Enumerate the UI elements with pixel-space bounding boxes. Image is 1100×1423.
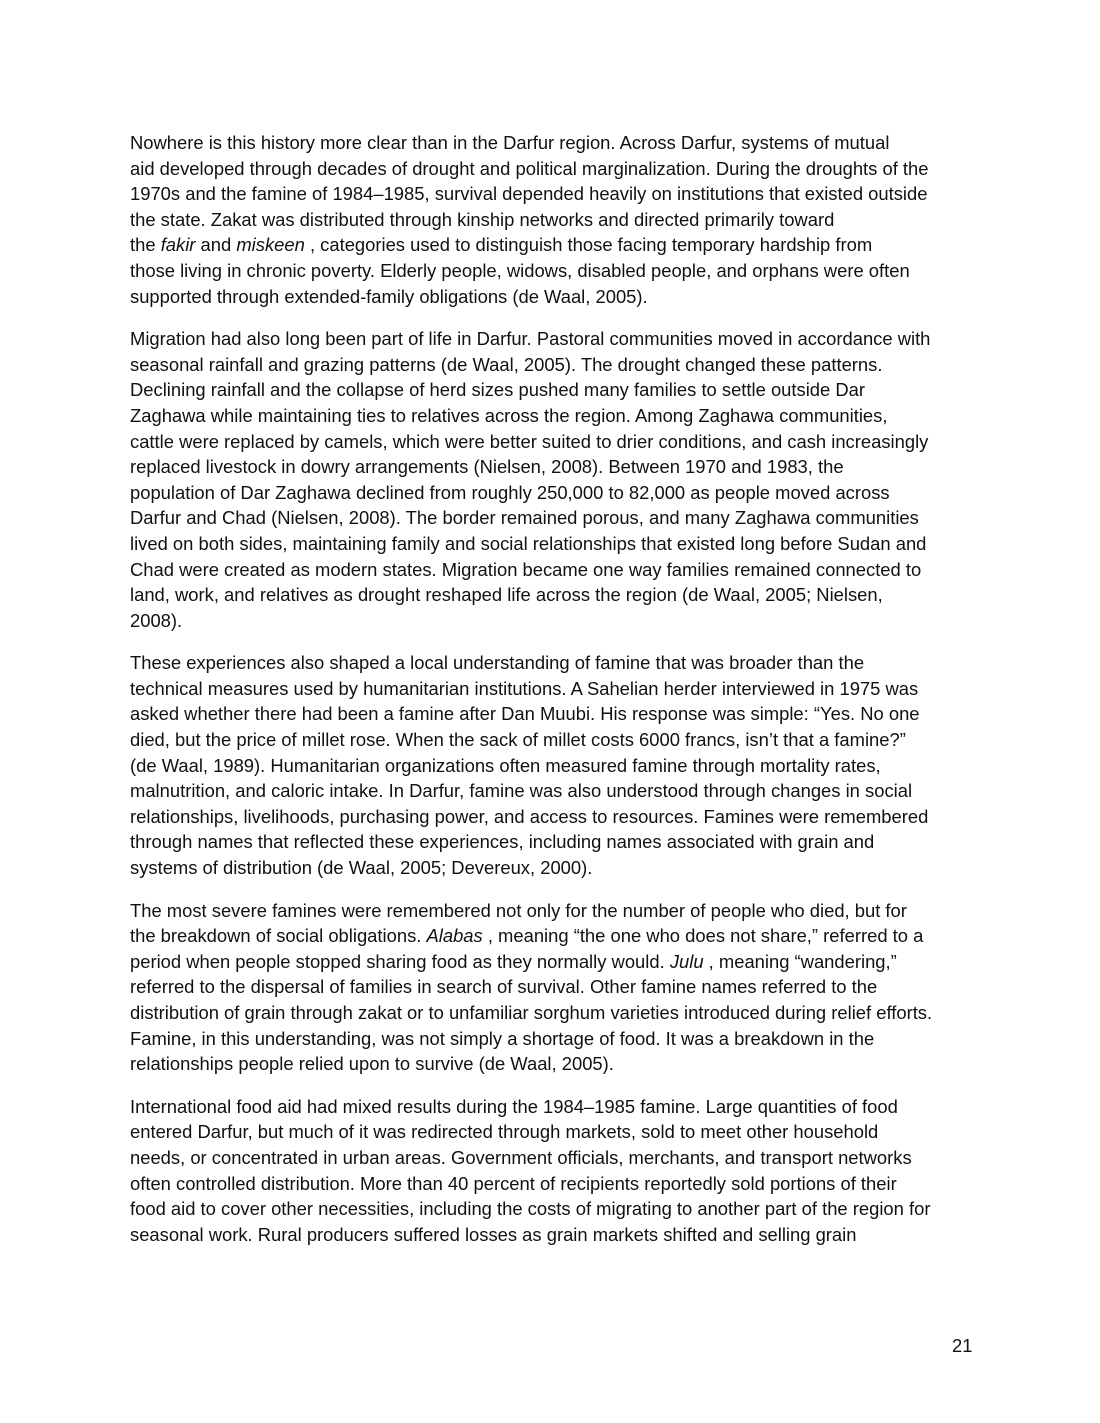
text-run: , categories used to distinguish those facing temporary hardship from — [304, 234, 873, 256]
text-line — [130, 1196, 1010, 1222]
paragraph — [130, 898, 1010, 1077]
text-line — [130, 898, 1010, 924]
text-line — [130, 480, 1010, 506]
text-run: 2008). — [130, 609, 183, 631]
text-line — [130, 701, 1010, 727]
text-run: Darfur and Chad (Nielsen, 2008). The border remained porous, and many Zaghawa communities — [130, 507, 919, 529]
text-line — [130, 130, 1010, 156]
text-run: , meaning “wandering,” — [703, 950, 897, 972]
text-run: , meaning “the one who does not share,” referred to a — [482, 925, 924, 947]
text-line — [130, 753, 1010, 779]
text-line — [130, 454, 1010, 480]
text-run: 1970s and the famine of 1984–1985, survival depended heavily on institutions that existed outside — [130, 183, 928, 205]
text-run: through names that reflected these experiences, including names associated with grain and — [130, 831, 875, 853]
paragraph — [130, 130, 1010, 309]
text-run: seasonal work. Rural producers suffered losses as grain markets shifted and selling grain — [130, 1223, 857, 1245]
text-run: The most severe famines were remembered not only for the number of people who died, but for — [130, 899, 907, 921]
text-line — [130, 557, 1010, 583]
text-line — [130, 326, 1010, 352]
text-run: supported through extended-family obligations (de Waal, 2005). — [130, 285, 648, 307]
text-line — [130, 676, 1010, 702]
text-run: aid developed through decades of drought and political marginalization. During the droughts of the — [130, 157, 929, 179]
text-run: Famine, in this understanding, was not simply a shortage of food. It was a breakdown in the — [130, 1027, 875, 1049]
text-line — [130, 429, 1010, 455]
text-line — [130, 949, 1010, 975]
text-run: seasonal rainfall and grazing patterns (de Waal, 2005). The drought changed these patterns. — [130, 353, 883, 375]
text-run: land, work, and relatives as drought reshaped life across the region (de Waal, 2005; Nielsen, — [130, 584, 883, 606]
text-line — [130, 1171, 1010, 1197]
text-run: the — [130, 234, 161, 256]
text-line — [130, 1222, 1010, 1248]
text-run: Chad were created as modern states. Migration became one way families remained connected to — [130, 558, 922, 580]
text-line — [130, 181, 1010, 207]
text-line — [130, 505, 1010, 531]
text-run: malnutrition, and caloric intake. In Darfur, famine was also understood through changes in social — [130, 780, 913, 802]
text-run: cattle were replaced by camels, which were better suited to drier conditions, and cash increasingly — [130, 430, 929, 452]
text-line — [130, 207, 1010, 233]
text-line — [130, 923, 1010, 949]
text-run: needs, or concentrated in urban areas. Government officials, merchants, and transport networks — [130, 1146, 912, 1168]
text-line — [130, 727, 1010, 753]
text-run: the breakdown of social obligations. — [130, 925, 427, 947]
text-run: period when people stopped sharing food as they normally would. — [130, 950, 670, 972]
text-line — [130, 1094, 1010, 1120]
text-run: those living in chronic poverty. Elderly people, widows, disabled people, and orphans were often — [130, 259, 910, 281]
text-line — [130, 531, 1010, 557]
page-body — [130, 130, 1010, 1264]
text-run: Zaghawa while maintaining ties to relatives across the region. Among Zaghawa communities, — [130, 404, 888, 426]
italic-term: Julu — [669, 950, 704, 972]
page-number: 21 — [952, 1335, 973, 1356]
text-line — [130, 582, 1010, 608]
text-run: Migration had also long been part of life in Darfur. Pastoral communities moved in accordance with — [130, 328, 931, 350]
text-run: systems of distribution (de Waal, 2005; Devereux, 2000). — [130, 857, 593, 879]
text-run: and — [195, 234, 237, 256]
italic-term: Alabas — [426, 925, 483, 947]
text-run: distribution of grain through zakat or to unfamiliar sorghum varieties introduced during relief efforts. — [130, 1002, 933, 1023]
text-line — [130, 232, 1010, 258]
text-line — [130, 284, 1010, 310]
text-line — [130, 1026, 1010, 1052]
text-line — [130, 403, 1010, 429]
text-run: technical measures used by humanitarian institutions. A Sahelian herder interviewed in 1975 was — [130, 677, 919, 699]
text-run: lived on both sides, maintaining family and social relationships that existed long before Sudan and — [130, 532, 927, 554]
text-run: International food aid had mixed results during the 1984–1985 famine. Large quantities of food — [130, 1095, 898, 1117]
paragraph — [130, 326, 1010, 633]
text-line — [130, 650, 1010, 676]
text-line — [130, 974, 1010, 1000]
paragraph — [130, 650, 1010, 880]
text-run: Declining rainfall and the collapse of herd sizes pushed many families to settle outside Dar — [130, 379, 865, 401]
text-line — [130, 377, 1010, 403]
italic-term: fakir — [160, 234, 196, 256]
text-run: entered Darfur, but much of it was redirected through markets, sold to meet other household — [130, 1121, 879, 1143]
text-run: population of Dar Zaghawa declined from roughly 250,000 to 82,000 as people moved across — [130, 481, 890, 503]
text-run: the state. Zakat was distributed through kinship networks and directed primarily toward — [130, 208, 835, 230]
text-run: relationships, livelihoods, purchasing power, and access to resources. Famines were remembered — [130, 805, 929, 827]
text-line — [130, 804, 1010, 830]
text-line — [130, 156, 1010, 182]
text-line — [130, 608, 1010, 634]
text-line — [130, 1000, 1010, 1026]
text-line — [130, 352, 1010, 378]
text-run: referred to the dispersal of families in search of survival. Other famine names referred to the — [130, 976, 878, 998]
text-line — [130, 829, 1010, 855]
text-run: asked whether there had been a famine after Dan Muubi. His response was simple: “Yes. No one — [130, 703, 920, 725]
text-line — [130, 1145, 1010, 1171]
text-run: These experiences also shaped a local understanding of famine that was broader than the — [130, 652, 865, 674]
text-line — [130, 258, 1010, 284]
text-run: relationships people relied upon to survive (de Waal, 2005). — [130, 1053, 614, 1075]
paragraph — [130, 1094, 1010, 1248]
italic-term: miskeen — [236, 234, 305, 256]
text-line — [130, 855, 1010, 881]
text-line — [130, 1051, 1010, 1077]
text-run: food aid to cover other necessities, including the costs of migrating to another part of the region for — [130, 1198, 931, 1220]
text-line — [130, 778, 1010, 804]
text-run: (de Waal, 1989). Humanitarian organizations often measured famine through mortality rates, — [130, 754, 881, 776]
text-run: often controlled distribution. More than 40 percent of recipients reportedly sold portions of their — [130, 1172, 897, 1194]
text-line — [130, 1119, 1010, 1145]
text-run: replaced livestock in dowry arrangements (Nielsen, 2008). Between 1970 and 1983, the — [130, 456, 844, 478]
text-run: died, but the price of millet rose. When the sack of millet costs 6000 francs, isn’t that a famine?” — [130, 729, 906, 751]
text-run: Nowhere is this history more clear than in the Darfur region. Across Darfur, systems of mutual — [130, 132, 890, 153]
